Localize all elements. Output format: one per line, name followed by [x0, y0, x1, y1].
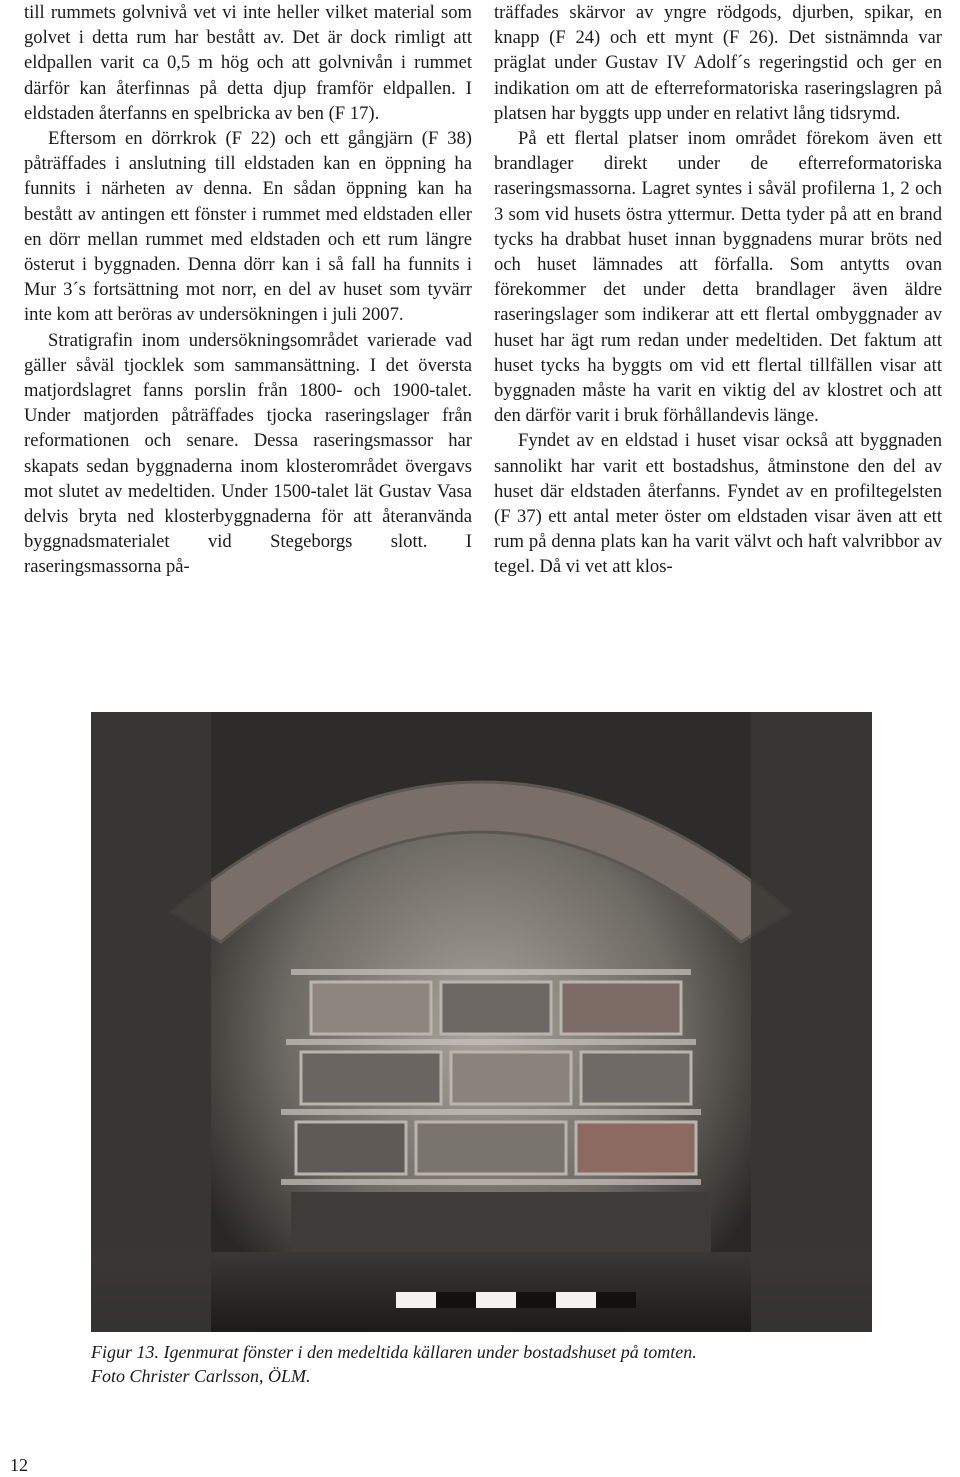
paragraph: Stratigrafin inom undersökningsområdet varierade vad gäller såväl tjocklek som sammansättning. I det översta matjordslagret fanns porslin från 1800- och 1900-talet. Under matjorden påträffades tjocka raseringslager från reformationen och senare. Dessa raseringsmassor har skapats sedan byggnaderna inom klosterområdet övergavs mot slutet av medeltiden. Under 1500-talet lät Gustav Vasa delvis bryta ned klosterbyggnaderna för att återanvända byggnadsmaterialet vid Stegeborgs slott. I raseringsmassorna på- — [24, 329, 472, 578]
caption-credit: Foto Christer Carlsson, ÖLM. — [91, 1366, 311, 1386]
figure-caption — [91, 1340, 891, 1388]
paragraph: Fyndet av en eldstad i huset visar också att byggnaden sannolikt har varit ett bostadshus, åtminstone den del av huset där eldstaden återfanns. Fyndet av en profiltegelsten (F 37) ett antal meter öster om eldstaden visar även att ett rum på denna plats kan ha varit välvt och haft valvribbor av tegel. Då vi vet att klos- — [494, 430, 942, 578]
paragraph: Eftersom en dörrkrok (F 22) och ett gångjärn (F 38) påträffades i anslutning till eldstaden kan en öppning ha funnits i närheten av denna. En sådan öppning kan ha bestått av antingen ett fönster i rummet med eldstaden eller en dörr mellan rummet med eldstaden och ett rum längre österut i byggnaden. Denna dörr kan i så fall ha funnits i Mur 3´s fortsättning mot norr, en del av huset som tyvärr inte kom att beröras av undersökningen i juli 2007. — [24, 128, 472, 326]
figure-photo — [91, 712, 872, 1332]
left-column — [24, 0, 472, 580]
right-column — [494, 0, 942, 580]
paragraph: till rummets golvnivå vet vi inte heller vilket material som golvet i detta rum har bestått av. Det är dock rimligt att eldpallen varit ca 0,5 m hög och att golvnivån i rummet därför kan återfinnas på detta djup framför eldpallen. I eldstaden återfanns en spelbricka av ben (F 17). — [24, 2, 472, 124]
scale-bar — [396, 1292, 636, 1308]
caption-line: Figur 13. Igenmurat fönster i den medeltida källaren under bostadshuset på tomten. — [91, 1342, 697, 1362]
bricked-window-photo — [91, 712, 872, 1332]
paragraph: träffades skärvor av yngre rödgods, djurben, spikar, en knapp (F 24) och ett mynt (F 26). Det sistnämnda var präglat under Gustav IV Adolf´s regeringstid och ger en indikation om att de efterreformatoriska raseringslagren på platsen har byggts upp under en relativt lång tidsrymd. — [494, 2, 942, 124]
paragraph: På ett flertal platser inom området förekom även ett brandlager direkt under de efterreformatoriska raseringsmassorna. Lagret syntes i såväl profilerna 1, 2 och 3 som vid husets östra yttermur. Detta tyder på att en brand tycks ha drabbat huset innan byggnadens murar bröts ned och huset lämnades att förfalla. Som antytts ovan förekommer det under detta brandlager även äldre raseringslager som indikerar att ett flertal ombyggnader av huset har ägt rum redan under medeltiden. Det faktum att huset tycks ha byggts om vid ett flertal tillfällen visar att byggnaden måste ha varit en viktig del av klostret och att den därför varit i bruk förhållandevis länge. — [494, 128, 942, 427]
page-number: 12 — [10, 1455, 28, 1475]
